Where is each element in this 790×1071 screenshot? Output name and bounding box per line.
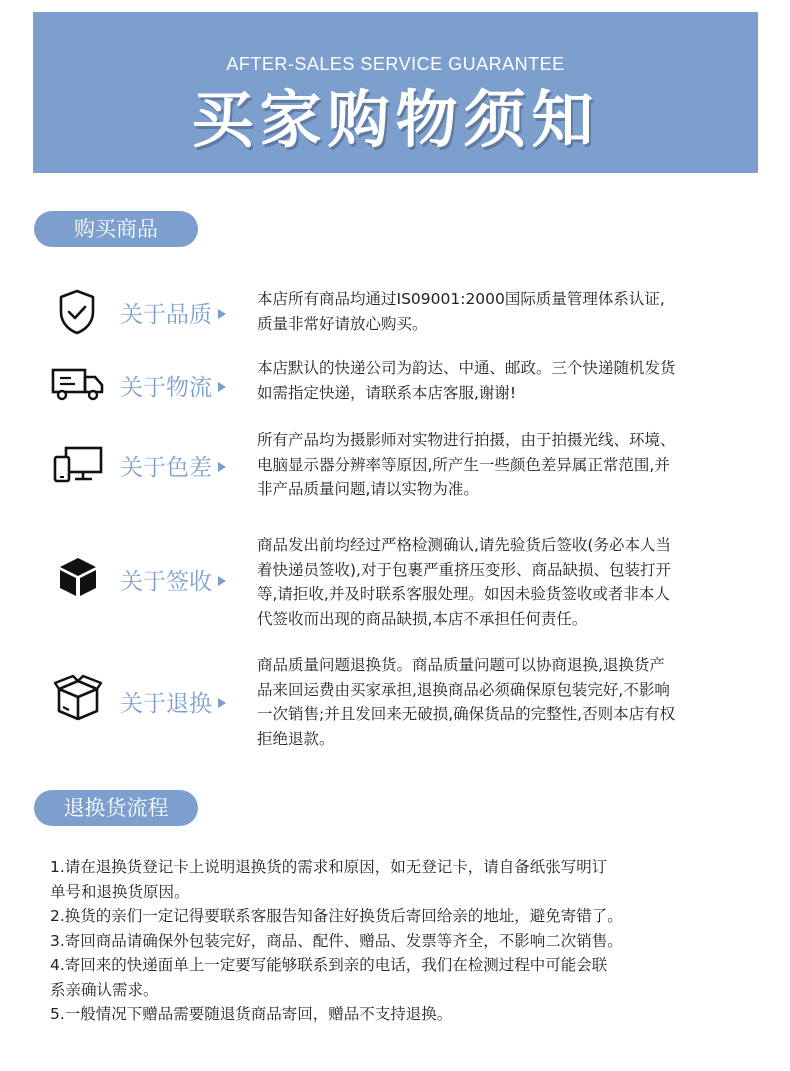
return-box-icon — [53, 673, 103, 723]
step-line: 3.寄回商品请确保外包装完好，商品、配件、赠品、发票等齐全，不影响二次销售。 — [50, 931, 623, 950]
step-line: 2.换货的亲们一定记得要联系客服告知备注好换货后寄回给亲的地址，避免寄错了。 — [50, 907, 623, 925]
banner-title: 买家购物须知 — [191, 83, 600, 156]
devices-icon — [52, 445, 104, 485]
row-label-quality: 关于品质 — [120, 296, 226, 329]
banner-subtitle: AFTER-SALES SERVICE GUARANTEE — [226, 54, 565, 74]
step-line: 单号和退换货原因。 — [50, 882, 190, 901]
package-cube-icon — [56, 555, 100, 599]
row-text-quality: 本店所有商品均通过IS09001:2000国际质量管理体系认证, 质量非常好请放心购买。 — [257, 290, 665, 333]
step-line: 系亲确认需求。 — [50, 980, 159, 999]
row-text-returns: 商品质量问题退换货。商品质量问题可以协商退换,退换货产 品来回运费由买家承担,退换商品必须确保原包装完好,不影响 一次销售;并且发回来无破损,确保货品的完整性,否则本店有权 拒绝退款。 — [257, 656, 676, 748]
step-line: 5.一般情况下赠品需要随退货商品寄回，赠品不支持退换。 — [50, 1005, 453, 1023]
step-line: 4.寄回来的快递面单上一定要写能够联系到亲的电话，我们在检测过程中可能会联 — [50, 956, 608, 974]
row-text-color: 所有产品均为摄影师对实物进行拍摄，由于拍摄光线、环境、 电脑显示器分辨率等原因,所产生一些颜色差异属正常范围,并 非产品质量问题,请以实物为准。 — [257, 431, 676, 498]
row-text-logistics: 本店默认的快递公司为韵达、中通、邮政。三个快递随机发货 如需指定快递，请联系本店客服,谢谢! — [257, 359, 676, 402]
row-label-receipt: 关于签收 — [120, 563, 226, 596]
row-label-logistics: 关于物流 — [120, 369, 226, 402]
row-label-returns: 关于退换 — [120, 685, 226, 718]
delivery-truck-icon — [51, 366, 105, 402]
section-title-returns: 退换货流程 — [34, 790, 198, 826]
shield-check-icon — [57, 288, 97, 336]
section-title-purchase: 购买商品 — [34, 211, 198, 247]
header-banner — [33, 12, 758, 173]
step-line: 1.请在退换货登记卡上说明退换货的需求和原因，如无登记卡，请自备纸张写明订 — [50, 858, 608, 876]
row-label-color: 关于色差 — [120, 449, 226, 482]
row-text-receipt: 商品发出前均经过严格检测确认,请先验货后签收(务必本人当 着快递员签收),对于包裹严重挤压变形、商品缺损、包装打开 等,请拒收,并及时联系客服处理。如因未验货签收或者非本人 代签收而出现的商品缺损,本店不承担任何责任。 — [257, 536, 671, 628]
returns-steps-list — [50, 855, 750, 1027]
